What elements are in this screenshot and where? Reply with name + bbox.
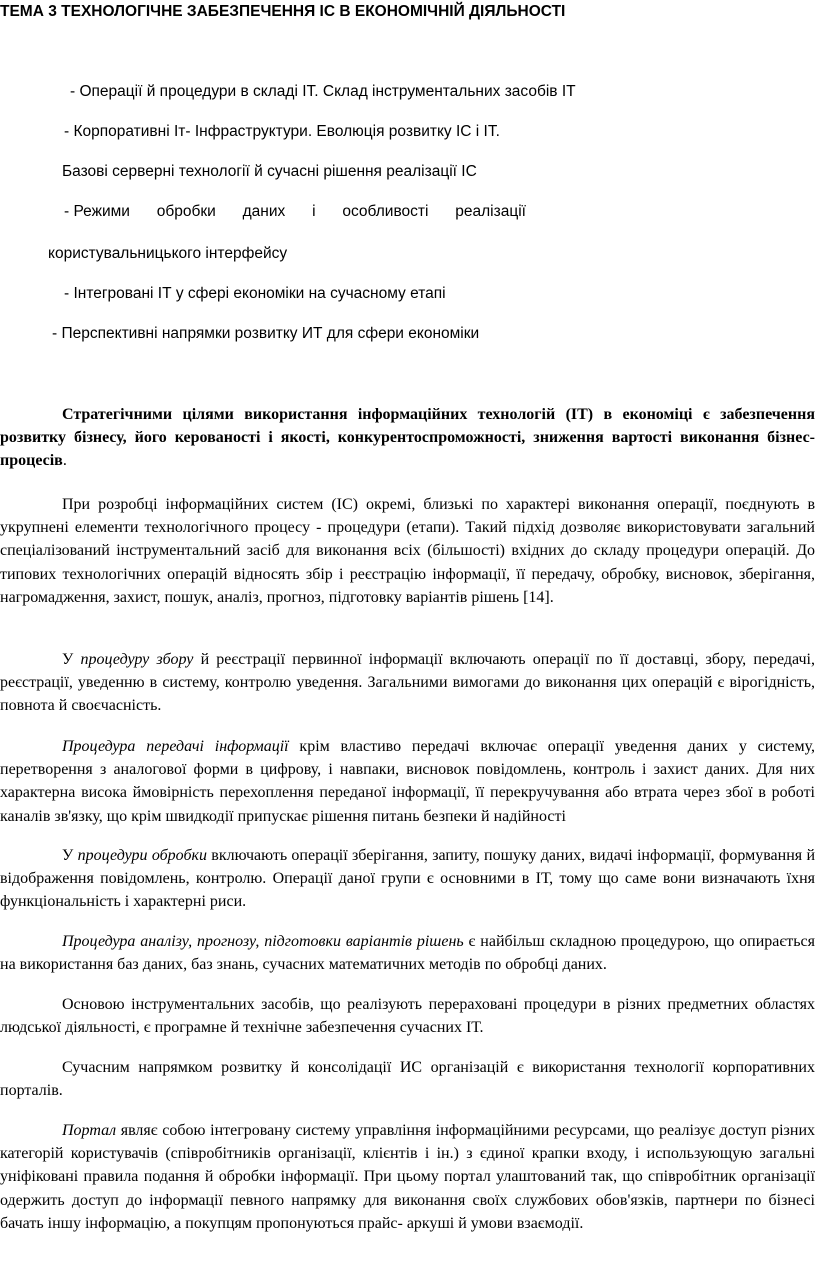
term-collection-procedure: процедуру збору (80, 651, 194, 668)
topic-item-prospective-directions: - Перспективні напрямки розвитку ИТ для сфери економіки (52, 325, 480, 342)
text-run: У (62, 847, 78, 864)
paragraph-portal-definition (0, 1119, 815, 1235)
topic-item-processing-modes (64, 202, 526, 222)
paragraph-tools-basis: Основою інструментальних засобів, що реалізують перераховані процедури в різних предметних областях людської діяльності, є програмне й технічне забезпечення сучасних ІТ. (0, 996, 815, 1037)
text-run: являє собою інтегровану систему управління інформаційними ресурсами, що реалізує доступ різних категорій користувачів (співробітників організації, клієнтів і ін.) з єдиної крапки входу, і использующую загальні уніфіковані правила подання й обробки інформації. При цьому портал улаштований так, що співробітник організації одержить доступ до інформації певного напрямку для виконання своїх службових обов'язків, партнери по бізнесі бачать іншу інформацію, а покупцям пропонуються прайс- аркуші й умови взаємодії. (0, 1122, 815, 1232)
paragraph-strategic-goals (0, 403, 815, 473)
topic-item-integrated-it: - Інтегровані ІТ у сфері економіки на сучасному етапі (64, 285, 446, 302)
topic-word: даних (242, 203, 286, 220)
topic-word: реалізації (455, 203, 526, 220)
topic-item-operations: - Операції й процедури в складі ІТ. Склад інструментальних засобів ІТ (70, 83, 576, 100)
paragraph-is-development: При розробці інформаційних систем (ІС) окремі, близькі по характері виконання операції, поєднують в укрупнені елементи технологічного процесу - процедури (етапи). Такий підхід дозволяє використовувати загальний спеціалізований інструментальний засіб для виконання всіх (більшості) вхідних до складу процедури операцій. До типових технологічних операцій відносять збір і реєстрацію інформації, її передачу, обробку, висновок, зберігання, нагромадження, захист, пошук, аналіз, прогноз, підготовку варіантів рішень [14]. (0, 496, 815, 606)
text-run: є найбільш складною процедурою, що опирається на використання баз даних, баз знань, сучасних математичних методів по обробці даних. (0, 933, 816, 974)
topic-item-user-interface: користувальницького інтерфейсу (48, 245, 288, 262)
strategic-goals-text: Стратегічними цілями використання інформаційних технологій (ІТ) в економіці є забезпечення розвитку бізнесу, його керованості і якості, конкурентоспроможності, зниження вартості виконання бізнес- процесів (0, 406, 815, 470)
topic-item-corporate-infrastructure: - Корпоративні Іт- Інфраструктури. Еволюція розвитку ІС і ІТ. (64, 123, 500, 140)
topic-word: і (312, 203, 316, 220)
paragraph-processing-procedure (0, 844, 815, 914)
text-run: включають операції зберігання, запиту, пошуку даних, видачі інформації, формування й відображення повідомлень, контролю. Операції даної групи є основними в ІТ, тому що саме вони визначають їхня функціональність і характерні риси. (0, 847, 816, 911)
paragraph-collection-procedure (0, 648, 815, 718)
paragraph-transfer-procedure (0, 735, 815, 828)
term-analysis-procedure: Процедура аналізу, прогнозу, підготовки варіантів рішень (62, 933, 464, 950)
text-run: й реєстрації первинної інформації включають операції по її доставці, збору, передачі, реєстрації, уведенню в систему, контролю уведення. Загальними вимогами до виконання цих операцій є вірогідність, повнота й своєчасність. (0, 651, 815, 715)
paragraph-analysis-procedure (0, 930, 815, 976)
term-portal: Портал (62, 1122, 117, 1139)
text-run: крім властиво передачі включає операції уведення даних у систему, перетворення з аналогової форми в цифрову, і навпаки, висновок повідомлень, контроль і захист даних. Для них характерна висока ймовірність перехоплення переданої інформації, її перекручування або втрата через збої в роботі каналів зв'язку, що крім швидкодії припускає рішення питань безпеки й надійності (0, 738, 816, 825)
topic-word: обробки (156, 203, 216, 220)
term-transfer-procedure: Процедура передачі інформації (62, 738, 289, 755)
term-processing-procedure: процедури обробки (77, 847, 207, 864)
document-title: ТЕМА 3 ТЕХНОЛОГІЧНЕ ЗАБЕЗПЕЧЕННЯ ІС В ЕКОНОМІЧНІЙ ДІЯЛЬНОСТІ (0, 3, 566, 20)
strategic-goals-period: . (62, 452, 67, 470)
topic-word: - Режими (64, 203, 130, 220)
topic-word: особливості (342, 203, 429, 220)
text-run: У (62, 651, 81, 668)
topic-item-server-technologies: Базові серверні технології й сучасні рішення реалізації ІС (62, 163, 477, 180)
paragraph-corporate-portals: Сучасним напрямком розвитку й консолідації ИС організацій є використання технології корпоративних порталів. (0, 1059, 815, 1100)
